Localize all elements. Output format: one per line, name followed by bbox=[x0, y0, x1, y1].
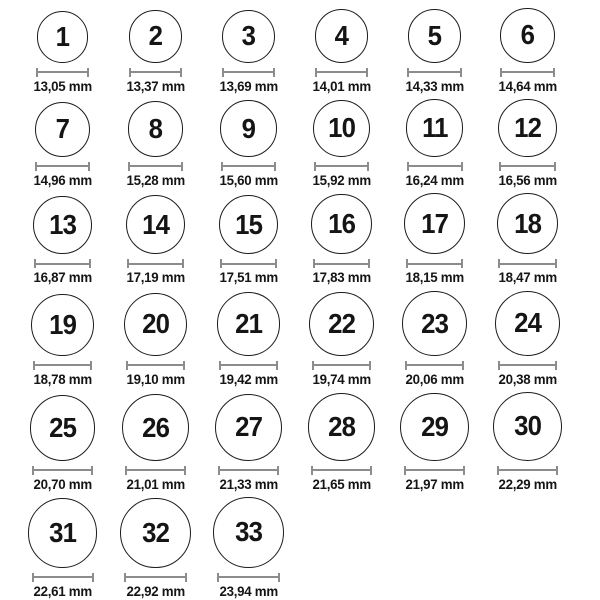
ring-size-item bbox=[295, 393, 388, 492]
ring-circle bbox=[37, 11, 89, 63]
diameter-dimension-line bbox=[406, 259, 464, 268]
ring-circle bbox=[311, 194, 372, 255]
ring-size-number: 5 bbox=[427, 19, 442, 51]
diameter-dimension-line bbox=[128, 162, 183, 171]
ring-size-number: 24 bbox=[514, 307, 541, 339]
ring-size-item bbox=[109, 195, 202, 285]
diameter-dimension-line bbox=[500, 68, 555, 77]
ring-size-item bbox=[109, 293, 202, 387]
ring-circle bbox=[404, 193, 465, 254]
diameter-dimension-line bbox=[125, 466, 186, 475]
diameter-label: 13,05 mm bbox=[33, 77, 92, 94]
ring-size-number: 14 bbox=[142, 208, 169, 240]
diameter-label: 17,83 mm bbox=[312, 269, 371, 286]
ring-size-number: 11 bbox=[421, 111, 448, 143]
ring-size-number: 28 bbox=[328, 411, 355, 442]
ring-size-item bbox=[388, 193, 481, 285]
diameter-label: 18,78 mm bbox=[33, 370, 92, 387]
diameter-dimension-line bbox=[219, 361, 278, 370]
diameter-dimension-line bbox=[36, 68, 89, 77]
ring-size-number: 4 bbox=[334, 19, 349, 51]
diameter-dimension-line bbox=[499, 162, 555, 171]
ring-size-item bbox=[295, 194, 388, 286]
ring-size-item bbox=[202, 10, 295, 94]
diameter-label: 19,42 mm bbox=[219, 370, 278, 387]
ring-size-item bbox=[16, 102, 109, 188]
ring-size-item bbox=[481, 392, 574, 492]
diameter-label: 21,97 mm bbox=[405, 475, 464, 492]
ring-size-number: 26 bbox=[142, 411, 169, 443]
diameter-dimension-line bbox=[404, 466, 465, 475]
ring-circle bbox=[500, 8, 555, 63]
diameter-dimension-line bbox=[126, 361, 185, 370]
diameter-dimension-line bbox=[32, 573, 94, 582]
diameter-dimension-line bbox=[498, 361, 558, 370]
diameter-label: 13,69 mm bbox=[219, 77, 278, 94]
diameter-label: 17,51 mm bbox=[219, 269, 278, 286]
ring-size-item bbox=[109, 394, 202, 492]
diameter-label: 17,19 mm bbox=[126, 269, 185, 286]
ring-circle bbox=[120, 498, 190, 568]
ring-size-number: 32 bbox=[142, 516, 169, 548]
diameter-dimension-line bbox=[407, 68, 461, 77]
ring-circle bbox=[313, 100, 370, 157]
diameter-label: 20,38 mm bbox=[498, 370, 557, 387]
ring-size-item bbox=[202, 195, 295, 286]
diameter-label: 14,64 mm bbox=[498, 77, 557, 94]
ring-size-item bbox=[481, 193, 574, 286]
ring-circle bbox=[408, 9, 462, 63]
diameter-dimension-line bbox=[33, 361, 91, 370]
ring-size-number: 16 bbox=[328, 208, 355, 240]
ring-size-item bbox=[388, 9, 481, 94]
ring-size-number: 1 bbox=[55, 20, 70, 52]
ring-size-number: 15 bbox=[235, 208, 262, 240]
ring-size-number: 23 bbox=[421, 307, 448, 339]
ring-circle bbox=[129, 10, 181, 62]
diameter-label: 21,65 mm bbox=[312, 475, 371, 492]
ring-size-number: 12 bbox=[514, 111, 541, 143]
diameter-label: 15,92 mm bbox=[312, 171, 371, 188]
ring-circle bbox=[124, 293, 187, 356]
diameter-dimension-line bbox=[124, 573, 186, 582]
ring-size-item bbox=[295, 9, 388, 93]
ring-circle bbox=[30, 395, 96, 461]
ring-size-number: 19 bbox=[49, 308, 76, 340]
ring-circle bbox=[402, 291, 467, 356]
ring-size-number: 29 bbox=[421, 410, 448, 442]
ring-size-item bbox=[388, 99, 481, 188]
diameter-dimension-line bbox=[35, 162, 90, 171]
ring-size-item bbox=[481, 99, 574, 188]
ring-circle bbox=[222, 10, 275, 63]
diameter-label: 14,33 mm bbox=[405, 77, 464, 94]
diameter-dimension-line bbox=[129, 68, 182, 77]
ring-size-item bbox=[295, 292, 388, 387]
diameter-dimension-line bbox=[498, 259, 556, 268]
diameter-dimension-line bbox=[34, 259, 91, 268]
diameter-label: 19,10 mm bbox=[126, 370, 185, 387]
chart-row bbox=[16, 291, 584, 387]
ring-circle bbox=[128, 101, 184, 157]
ring-circle bbox=[497, 193, 559, 255]
diameter-label: 22,29 mm bbox=[498, 475, 557, 492]
ring-size-number: 20 bbox=[142, 308, 169, 340]
ring-size-item bbox=[16, 498, 109, 599]
chart-row bbox=[16, 193, 584, 286]
ring-circle bbox=[400, 393, 468, 461]
ring-circle bbox=[219, 195, 279, 255]
ring-size-item bbox=[16, 395, 109, 492]
ring-size-item bbox=[109, 10, 202, 93]
chart-row bbox=[16, 392, 584, 492]
diameter-label: 16,87 mm bbox=[33, 269, 92, 286]
diameter-label: 13,37 mm bbox=[126, 77, 185, 94]
ring-size-item bbox=[16, 11, 109, 94]
ring-circle bbox=[31, 294, 93, 356]
diameter-label: 18,47 mm bbox=[498, 269, 557, 286]
ring-circle bbox=[33, 196, 92, 255]
ring-circle bbox=[493, 392, 562, 461]
diameter-label: 21,33 mm bbox=[219, 475, 278, 492]
diameter-label: 20,06 mm bbox=[405, 370, 464, 387]
diameter-label: 20,70 mm bbox=[33, 475, 92, 492]
ring-circle bbox=[28, 498, 98, 568]
ring-size-item bbox=[109, 101, 202, 188]
ring-circle bbox=[122, 394, 189, 461]
ring-size-item bbox=[202, 497, 295, 599]
ring-circle bbox=[309, 292, 373, 356]
ring-size-number: 21 bbox=[235, 308, 262, 340]
diameter-label: 15,28 mm bbox=[126, 171, 185, 188]
ring-size-number: 17 bbox=[421, 207, 448, 239]
ring-size-number: 33 bbox=[235, 516, 262, 548]
ring-size-number: 31 bbox=[49, 516, 76, 548]
chart-row bbox=[16, 497, 584, 599]
diameter-dimension-line bbox=[32, 466, 92, 475]
ring-size-item bbox=[388, 291, 481, 387]
ring-circle bbox=[315, 9, 368, 62]
ring-size-number: 7 bbox=[55, 113, 70, 145]
diameter-dimension-line bbox=[405, 361, 465, 370]
ring-circle bbox=[35, 102, 90, 157]
diameter-dimension-line bbox=[127, 259, 184, 268]
diameter-dimension-line bbox=[497, 466, 559, 475]
diameter-label: 23,94 mm bbox=[219, 582, 278, 599]
ring-size-number: 10 bbox=[328, 112, 355, 144]
ring-circle bbox=[495, 291, 560, 356]
ring-circle bbox=[498, 99, 556, 157]
diameter-dimension-line bbox=[222, 68, 276, 77]
ring-size-number: 25 bbox=[49, 411, 76, 443]
ring-size-number: 3 bbox=[241, 20, 256, 52]
ring-size-item bbox=[202, 100, 295, 187]
diameter-label: 22,92 mm bbox=[126, 582, 185, 599]
diameter-dimension-line bbox=[221, 162, 276, 171]
ring-circle bbox=[213, 497, 284, 568]
ring-size-item bbox=[202, 394, 295, 492]
ring-circle bbox=[126, 195, 185, 254]
diameter-label: 14,01 mm bbox=[312, 77, 371, 94]
diameter-label: 14,96 mm bbox=[33, 171, 92, 188]
diameter-dimension-line bbox=[217, 573, 280, 582]
diameter-dimension-line bbox=[407, 162, 463, 171]
ring-circle bbox=[308, 393, 376, 461]
diameter-dimension-line bbox=[311, 466, 372, 475]
ring-circle bbox=[215, 394, 282, 461]
diameter-dimension-line bbox=[218, 466, 279, 475]
diameter-label: 15,60 mm bbox=[219, 171, 278, 188]
diameter-dimension-line bbox=[312, 361, 371, 370]
ring-circle bbox=[406, 99, 464, 157]
diameter-label: 16,56 mm bbox=[498, 171, 557, 188]
ring-size-item bbox=[481, 291, 574, 387]
ring-size-number: 30 bbox=[514, 410, 541, 442]
ring-size-number: 8 bbox=[148, 112, 163, 144]
ring-size-item bbox=[109, 498, 202, 599]
diameter-label: 18,15 mm bbox=[405, 269, 464, 286]
diameter-dimension-line bbox=[313, 259, 371, 268]
ring-size-item bbox=[481, 8, 574, 94]
ring-size-item bbox=[16, 294, 109, 387]
ring-circle bbox=[220, 100, 276, 156]
ring-size-number: 13 bbox=[49, 209, 76, 241]
ring-size-item bbox=[388, 393, 481, 492]
ring-size-number: 2 bbox=[148, 20, 163, 52]
diameter-label: 22,61 mm bbox=[33, 582, 92, 599]
ring-size-number: 27 bbox=[235, 411, 262, 443]
chart-row bbox=[16, 99, 584, 188]
ring-size-number: 9 bbox=[241, 112, 256, 144]
ring-size-item bbox=[202, 292, 295, 387]
ring-circle bbox=[217, 292, 281, 356]
ring-size-item bbox=[16, 196, 109, 286]
diameter-dimension-line bbox=[314, 162, 370, 171]
ring-size-item bbox=[295, 100, 388, 188]
ring-size-number: 18 bbox=[514, 207, 541, 239]
diameter-dimension-line bbox=[315, 68, 369, 77]
diameter-label: 19,74 mm bbox=[312, 370, 371, 387]
diameter-label: 16,24 mm bbox=[405, 171, 464, 188]
diameter-dimension-line bbox=[220, 259, 277, 268]
chart-row bbox=[16, 8, 584, 94]
ring-size-number: 22 bbox=[328, 307, 355, 339]
diameter-label: 21,01 mm bbox=[126, 475, 185, 492]
ring-size-number: 6 bbox=[520, 19, 535, 51]
